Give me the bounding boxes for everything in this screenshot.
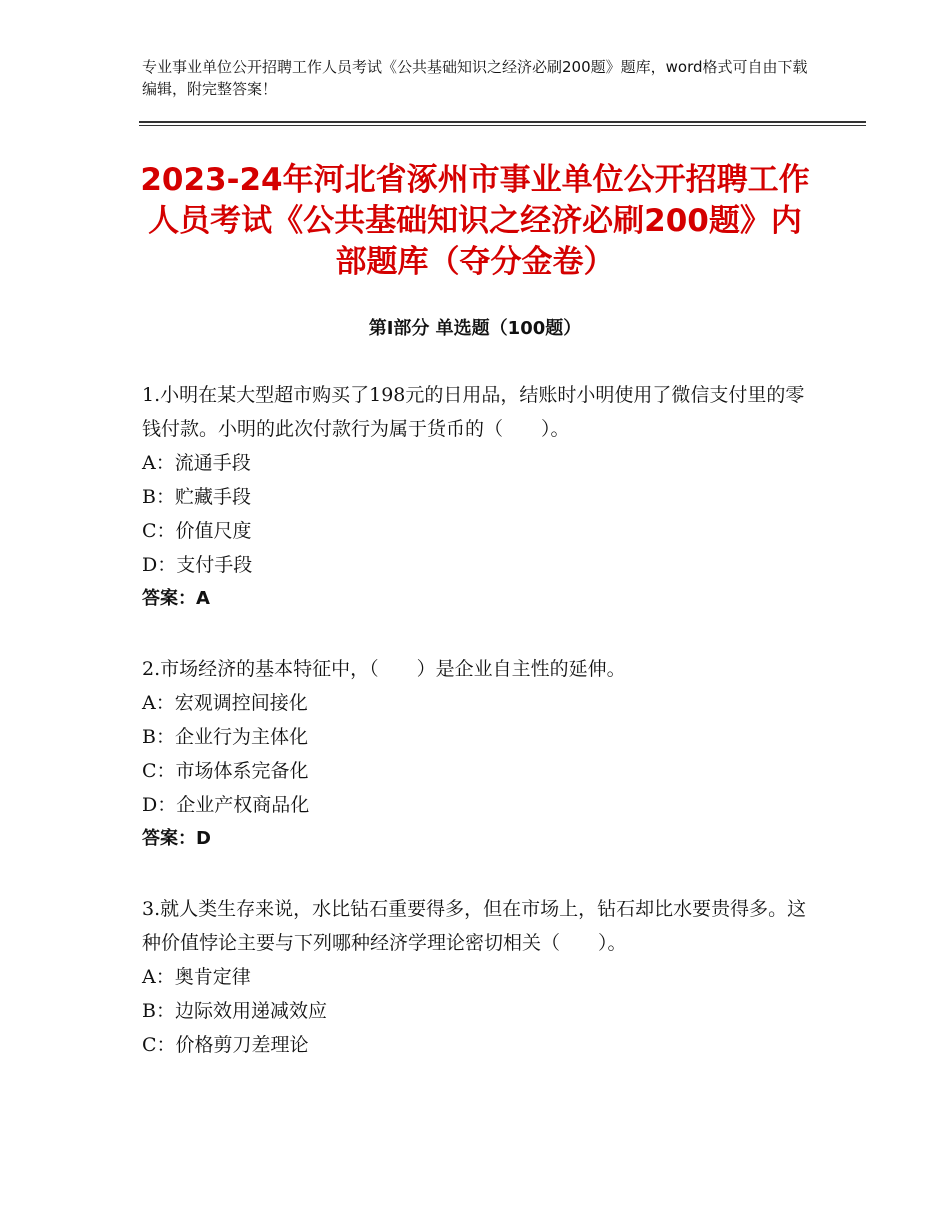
option-b: B：企业行为主体化 [142,726,308,748]
option-d: D：支付手段 [142,554,253,576]
option-a: A：宏观调控间接化 [142,692,308,714]
option-c: C：价值尺度 [142,520,252,542]
answer: 答案：A [142,588,210,609]
option-c: C：价格剪刀差理论 [142,1034,309,1056]
question-text: 2.市场经济的基本特征中，（ ）是企业自主性的延伸。 [142,658,626,680]
question-text: 3.就人类生存来说，水比钻石重要得多，但在市场上，钻石却比水要贵得多。这种价值悖论主要与下列哪种经济学理论密切相关（ ）。 [142,898,807,954]
option-a: A：流通手段 [142,452,251,474]
question-2 [142,652,822,856]
question-3 [142,892,822,1062]
option-b: B：贮藏手段 [142,486,251,508]
section-heading: 第Ⅰ部分 单选题（100题） [368,318,582,339]
option-d: D：企业产权商品化 [142,794,310,816]
header-note: 专业事业单位公开招聘工作人员考试《公共基础知识之经济必刷200题》题库，word格式可自由下载编辑，附完整答案！ [142,58,808,98]
header-divider-thin [139,125,866,126]
option-a: A：奥肯定律 [142,966,251,988]
header-divider [139,121,866,123]
question-1 [142,378,822,616]
option-c: C：市场体系完备化 [142,760,309,782]
document-title: 2023-24年河北省涿州市事业单位公开招聘工作人员考试《公共基础知识之经济必刷200题》内部题库（夺分金卷） [140,162,810,280]
question-text: 1.小明在某大型超市购买了198元的日用品，结账时小明使用了微信支付里的零钱付款。小明的此次付款行为属于货币的（ ）。 [142,384,805,440]
option-b: B：边际效用递减效应 [142,1000,327,1022]
answer: 答案：D [142,828,211,849]
